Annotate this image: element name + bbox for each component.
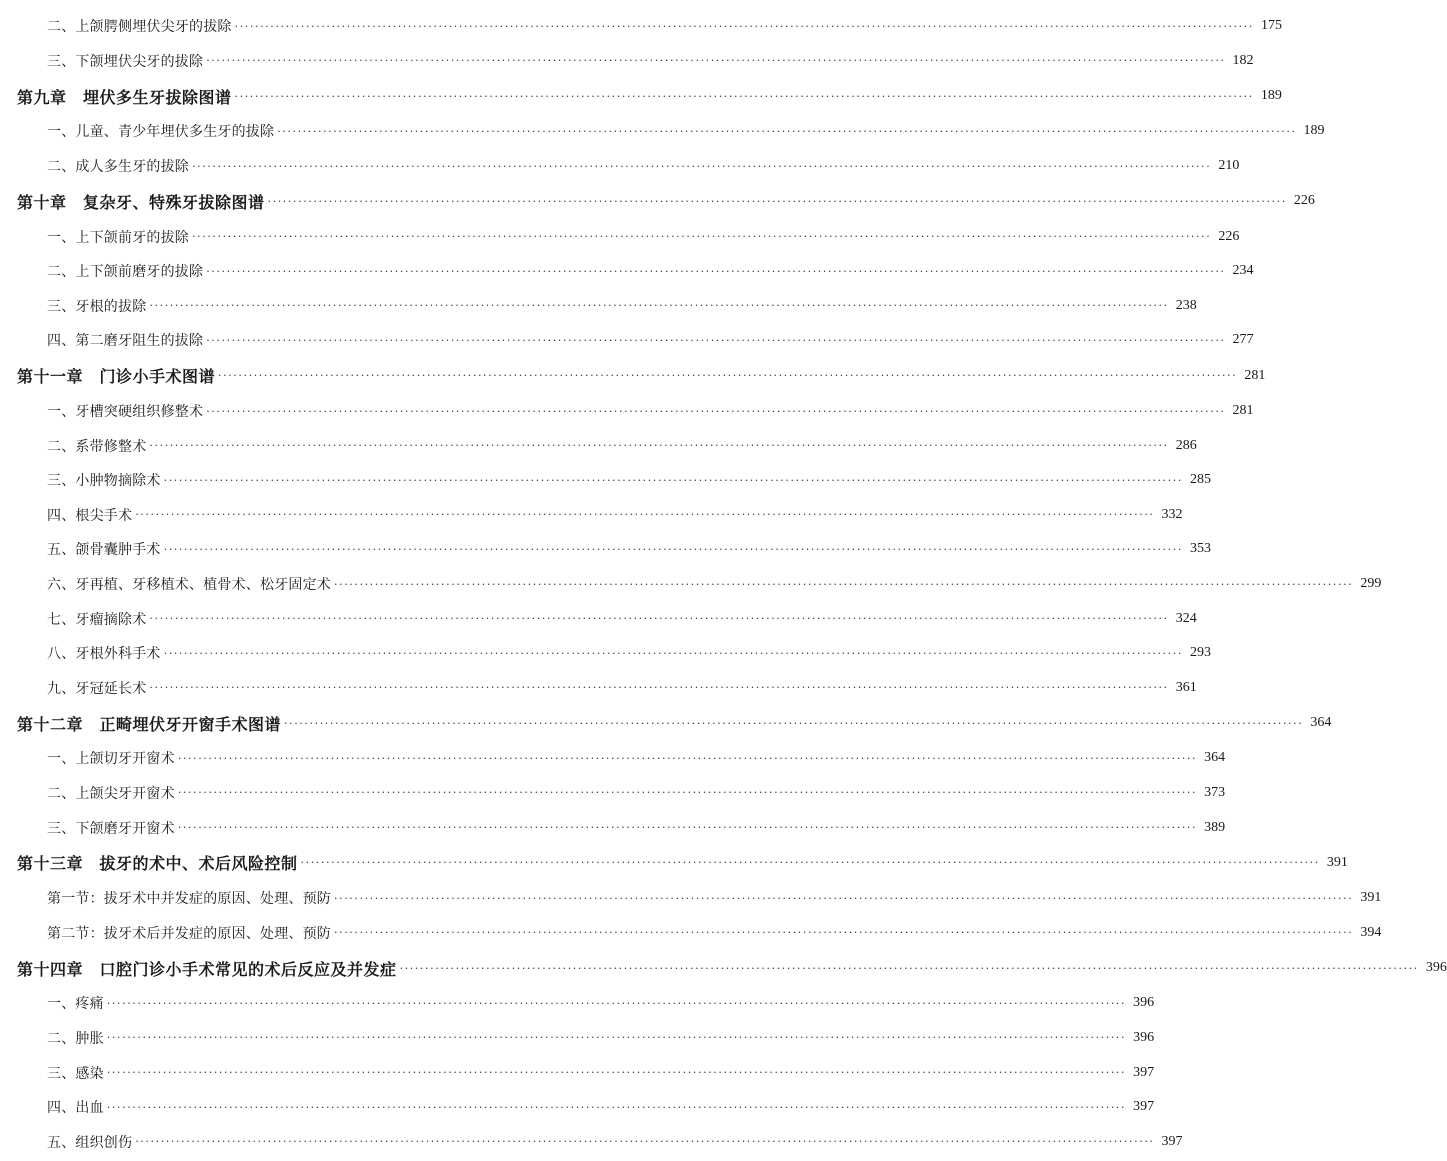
table-of-contents (0, 9, 1447, 1159)
dot-leader: ········································································································································································································ (300, 856, 1320, 870)
page-number: 364 (1204, 750, 1226, 766)
toc-section-row[interactable] (0, 149, 1240, 184)
chapter-title: 第十章 复杂牙、特殊牙拔除图谱 (17, 192, 265, 212)
chapter-title: 第十四章 口腔门诊小手术常见的术后反应及并发症 (17, 959, 397, 979)
toc-chapter-row[interactable] (0, 358, 1266, 394)
section-title: 二、上颌尖牙开窗术 (47, 785, 175, 802)
dot-leader: ········································································································································································································ (206, 404, 1226, 418)
section-title: 三、下颌埋伏尖牙的拔除 (47, 53, 204, 70)
toc-chapter-row[interactable] (0, 705, 1332, 741)
section-title: 五、组织创伤 (47, 1134, 133, 1151)
toc-section-row[interactable] (0, 1090, 1155, 1125)
chapter-title: 第十二章 正畸埋伏牙开窗手术图谱 (17, 714, 282, 734)
toc-chapter-row[interactable] (0, 78, 1282, 114)
dot-leader: ········································································································································································································ (234, 19, 1254, 33)
section-title: 三、感染 (47, 1065, 104, 1082)
chapter-title: 第十一章 门诊小手术图谱 (17, 367, 216, 387)
toc-section-row[interactable] (0, 567, 1382, 602)
page-number: 299 (1360, 576, 1382, 592)
toc-section-row[interactable] (0, 532, 1211, 567)
page-number: 397 (1133, 1064, 1155, 1080)
page-number: 397 (1161, 1133, 1183, 1149)
dot-leader: ········································································································································································································ (149, 439, 1169, 453)
page-number: 397 (1133, 1099, 1155, 1115)
dot-leader: ········································································································································································································ (106, 1066, 1127, 1080)
page-number: 396 (1133, 995, 1155, 1011)
toc-section-row[interactable] (0, 1124, 1183, 1159)
page-number: 391 (1360, 890, 1382, 906)
dot-leader: ········································································································································································································ (399, 961, 1419, 975)
page-number: 281 (1244, 367, 1266, 383)
page-number: 234 (1232, 263, 1254, 279)
section-title: 五、颌骨囊肿手术 (47, 542, 161, 559)
dot-leader: ········································································································································································································ (206, 264, 1226, 278)
section-title: 第一节：拔牙术中并发症的原因、处理、预防 (47, 891, 331, 908)
chapter-title: 第十三章 拔牙的术中、术后风险控制 (17, 854, 298, 874)
section-title: 三、下颌磨牙开窗术 (47, 820, 175, 837)
dot-leader: ········································································································································································································ (267, 194, 1287, 208)
dot-leader: ········································································································································································································ (135, 1135, 1155, 1149)
section-title: 二、肿胀 (47, 1030, 104, 1047)
section-title: 一、疼痛 (47, 996, 104, 1013)
page-number: 281 (1232, 403, 1254, 419)
section-title: 四、根尖手术 (47, 507, 133, 524)
dot-leader: ········································································································································································································ (135, 508, 1155, 522)
toc-section-row[interactable] (0, 1055, 1155, 1090)
toc-section-row[interactable] (0, 114, 1325, 149)
section-title: 第二节：拔牙术后并发症的原因、处理、预防 (47, 925, 331, 942)
section-title: 四、第二磨牙阻生的拔除 (47, 333, 204, 350)
toc-section-row[interactable] (0, 394, 1254, 429)
toc-section-row[interactable] (0, 671, 1197, 706)
dot-leader: ········································································································································································································ (192, 159, 1212, 173)
section-title: 四、出血 (47, 1100, 104, 1117)
toc-section-row[interactable] (0, 776, 1226, 811)
section-title: 二、上下颌前磨牙的拔除 (47, 264, 204, 281)
toc-section-row[interactable] (0, 428, 1197, 463)
section-title: 九、牙冠延长术 (47, 680, 147, 697)
page-number: 394 (1360, 924, 1382, 940)
dot-leader: ········································································································································································································ (334, 891, 1354, 905)
dot-leader: ········································································································································································································ (149, 299, 1169, 313)
section-title: 一、牙槽突硬组织修整术 (47, 404, 204, 421)
toc-section-row[interactable] (0, 881, 1382, 916)
dot-leader: ········································································································································································································ (106, 1100, 1127, 1114)
dot-leader: ········································································································································································································ (218, 369, 1238, 383)
section-title: 三、小肿物摘除术 (47, 473, 161, 490)
page-number: 353 (1189, 541, 1211, 557)
dot-leader: ········································································································································································································ (284, 716, 1304, 730)
toc-section-row[interactable] (0, 44, 1254, 79)
page-number: 238 (1175, 297, 1197, 313)
page-number: 226 (1218, 228, 1240, 244)
page-number: 396 (1425, 960, 1447, 976)
page-number: 396 (1133, 1029, 1155, 1045)
toc-section-row[interactable] (0, 601, 1197, 636)
section-title: 六、牙再植、牙移植术、植骨术、松牙固定术 (47, 577, 331, 594)
page-number: 189 (1260, 88, 1282, 104)
page-number: 364 (1310, 715, 1332, 731)
toc-section-row[interactable] (0, 915, 1382, 950)
dot-leader: ········································································································································································································ (177, 821, 1198, 835)
section-title: 二、系带修整术 (47, 438, 147, 455)
toc-chapter-row[interactable] (0, 845, 1348, 881)
dot-leader: ········································································································································································································ (106, 1031, 1127, 1045)
page-number: 361 (1175, 679, 1197, 695)
page-number: 277 (1232, 332, 1254, 348)
toc-section-row[interactable] (0, 810, 1226, 845)
toc-section-row[interactable] (0, 9, 1282, 44)
dot-leader: ········································································································································································································ (277, 124, 1297, 138)
section-title: 一、上下颌前牙的拔除 (47, 229, 189, 246)
toc-section-row[interactable] (0, 636, 1211, 671)
dot-leader: ········································································································································································································ (177, 751, 1198, 765)
section-title: 八、牙根外科手术 (47, 646, 161, 663)
dot-leader: ········································································································································································································ (163, 473, 1183, 487)
page-number: 189 (1303, 123, 1325, 139)
toc-section-row[interactable] (0, 289, 1197, 324)
toc-section-row[interactable] (0, 1021, 1155, 1056)
dot-leader: ········································································································································································································ (192, 230, 1212, 244)
toc-section-row[interactable] (0, 498, 1183, 533)
section-title: 一、上颌切牙开窗术 (47, 751, 175, 768)
dot-leader: ········································································································································································································ (163, 542, 1183, 556)
section-title: 一、儿童、青少年埋伏多生牙的拔除 (47, 124, 275, 141)
page-number: 175 (1260, 18, 1282, 34)
page-number: 226 (1293, 193, 1315, 209)
toc-chapter-row[interactable] (0, 950, 1447, 986)
page-number: 324 (1175, 610, 1197, 626)
dot-leader: ········································································································································································································ (206, 333, 1226, 347)
dot-leader: ········································································································································································································ (234, 89, 1254, 103)
page-number: 210 (1218, 158, 1240, 174)
toc-section-row[interactable] (0, 986, 1155, 1021)
section-title: 三、牙根的拔除 (47, 298, 147, 315)
dot-leader: ········································································································································································································ (334, 926, 1354, 940)
page-number: 285 (1189, 472, 1211, 488)
toc-section-row[interactable] (0, 254, 1254, 289)
page-number: 391 (1326, 854, 1348, 870)
page-number: 293 (1189, 645, 1211, 661)
toc-section-row[interactable] (0, 463, 1211, 498)
toc-section-row[interactable] (0, 219, 1240, 254)
section-title: 七、牙瘤摘除术 (47, 611, 147, 628)
dot-leader: ········································································································································································································ (163, 646, 1183, 660)
chapter-title: 第九章 埋伏多生牙拔除图谱 (17, 87, 232, 107)
section-title: 二、成人多生牙的拔除 (47, 159, 189, 176)
page-number: 286 (1175, 437, 1197, 453)
section-title: 二、上颌腭侧埋伏尖牙的拔除 (47, 19, 232, 36)
dot-leader: ········································································································································································································ (177, 786, 1198, 800)
page-number: 373 (1204, 784, 1226, 800)
dot-leader: ········································································································································································································ (206, 54, 1226, 68)
dot-leader: ········································································································································································································ (106, 996, 1127, 1010)
toc-chapter-row[interactable] (0, 183, 1315, 219)
toc-section-row[interactable] (0, 741, 1226, 776)
page-number: 182 (1232, 52, 1254, 68)
dot-leader: ········································································································································································································ (149, 612, 1169, 626)
dot-leader: ········································································································································································································ (149, 681, 1169, 695)
toc-section-row[interactable] (0, 323, 1254, 358)
dot-leader: ········································································································································································································ (334, 577, 1354, 591)
page-number: 389 (1204, 819, 1226, 835)
page-number: 332 (1161, 506, 1183, 522)
